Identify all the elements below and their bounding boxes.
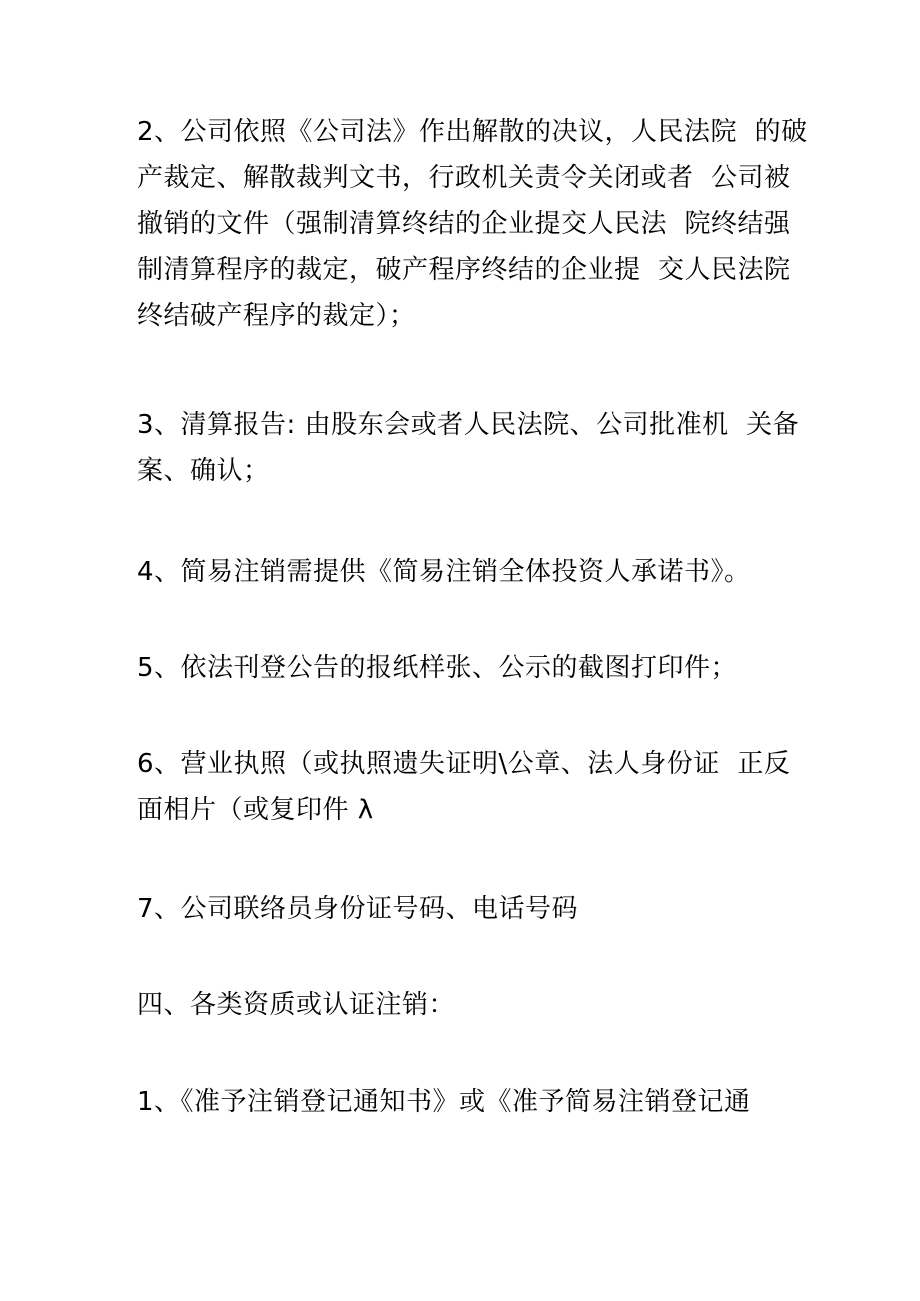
text-line: 7、公司联络员身份证号码、电话号码 — [137, 894, 579, 924]
text-line: 2、公司依照《公司法》作出解散的决议，人民法院 的破 — [137, 117, 808, 147]
text-line: 1、《准予注销登记通知书》或《准予简易注销登记通 — [137, 1087, 751, 1117]
text-line: 制清算程序的裁定，破产程序终结的企业提 交人民法院 — [137, 255, 791, 285]
paragraph-item-2 — [137, 109, 808, 339]
text-line: 产裁定、解散裁判文书，行政机关责令关闭或者 公司被 — [137, 163, 791, 193]
paragraph-item-7 — [137, 886, 797, 932]
text-line: 面相片（或复印件 λ — [137, 795, 374, 825]
text-line: 四、各类资质或认证注销： — [137, 990, 456, 1020]
section-heading-4 — [137, 982, 797, 1028]
paragraph-item-6 — [137, 741, 797, 833]
text-line: 终结破产程序的裁定）； — [137, 301, 416, 331]
paragraph-item-4 — [137, 549, 797, 595]
text-line: 6、营业执照（或执照遗失证明\公章、法人身份证 正反 — [137, 749, 791, 779]
text-line: 5、依法刊登公告的报纸样张、公示的截图打印件； — [137, 653, 738, 683]
paragraph-item-3 — [137, 402, 800, 494]
paragraph-item-5 — [137, 645, 797, 691]
text-line: 4、简易注销需提供《简易注销全体投资人承诺书》。 — [137, 557, 751, 587]
paragraph-item-1 — [137, 1079, 797, 1125]
text-line: 案、确认； — [137, 456, 270, 486]
text-line: 撤销的文件（强制清算终结的企业提交人民法 院终结强 — [137, 209, 791, 239]
text-line: 3、清算报告: 由股东会或者人民法院、公司批准机 关备 — [137, 410, 800, 440]
